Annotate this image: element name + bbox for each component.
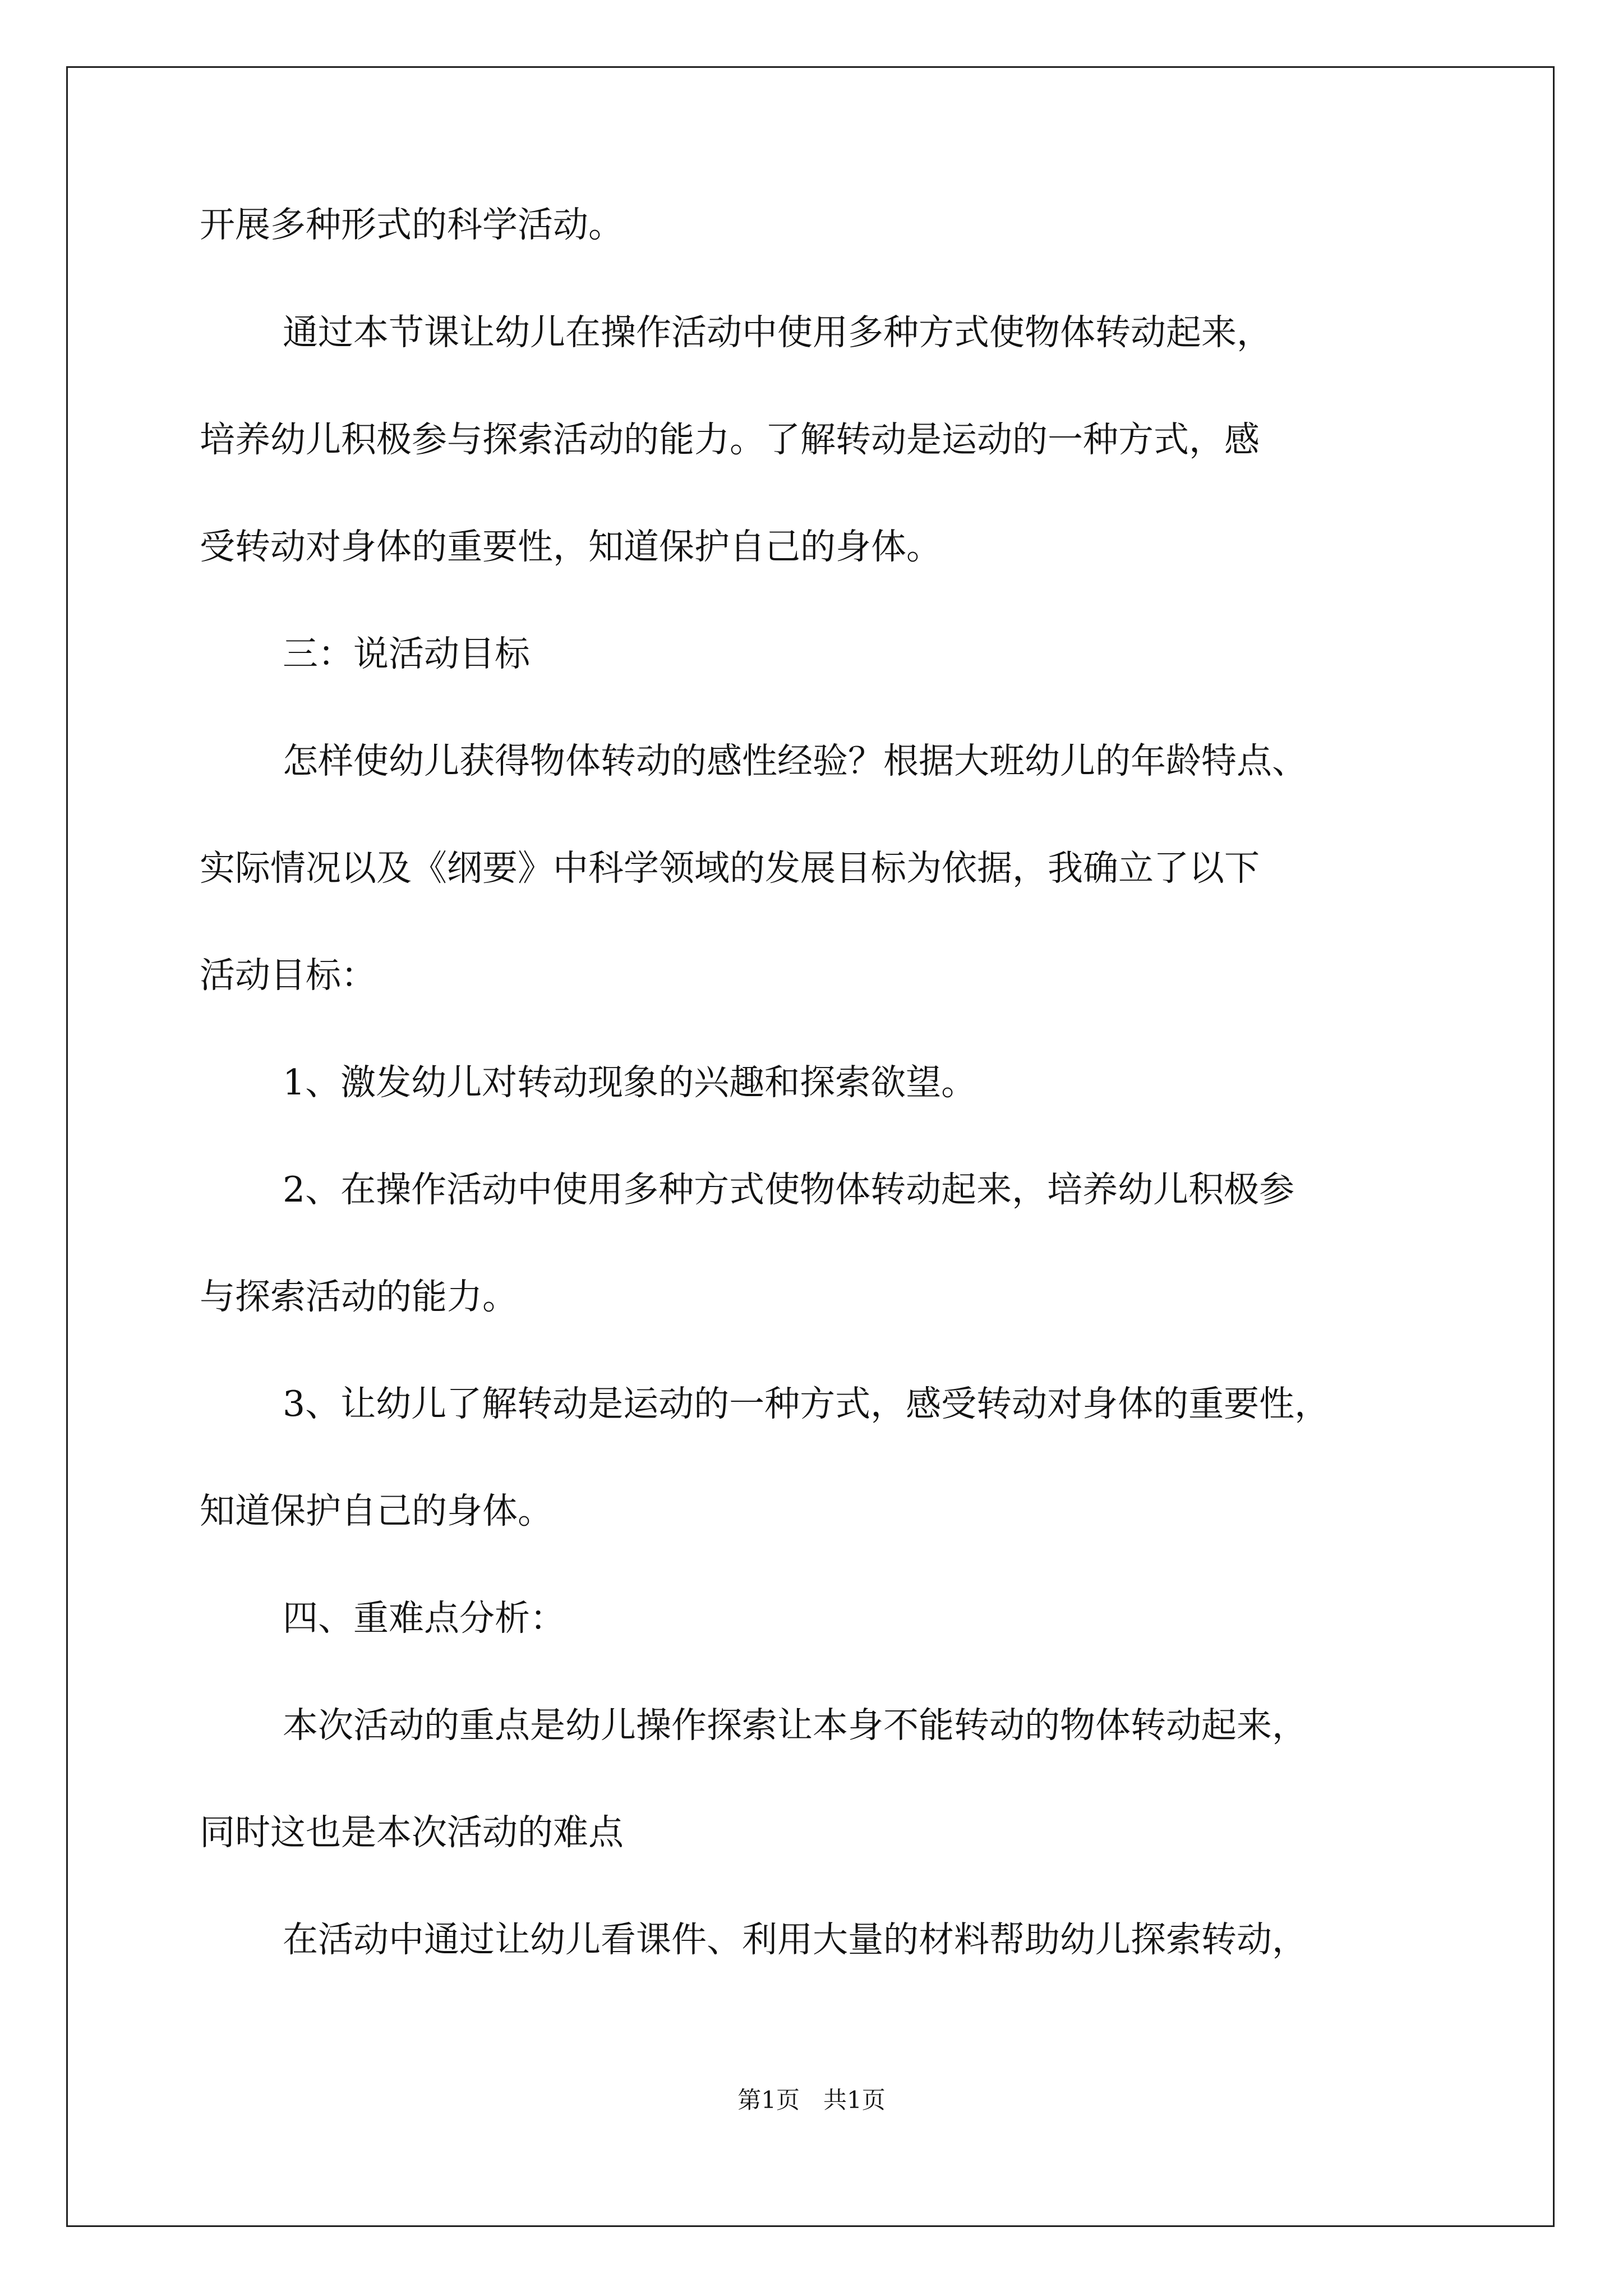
text-line-content: 同时这也是本次活动的难点 — [200, 1812, 624, 1853]
text-line-content: 2、在操作活动中使用多种方式使物体转动起来，培养幼儿积极参 — [283, 1169, 1295, 1210]
text-line — [0, 1272, 1623, 1322]
page-border — [66, 66, 1555, 2227]
text-line-content: 培养幼儿积极参与探索活动的能力。了解转动是运动的一种方式，感 — [200, 419, 1260, 460]
text-line — [0, 1807, 1623, 1858]
text-line-content: 3、让幼儿了解转动是运动的一种方式，感受转动对身体的重要性， — [283, 1383, 1330, 1424]
text-line-content: 通过本节课让幼儿在操作活动中使用多种方式使物体转动起来， — [283, 312, 1272, 353]
text-line — [0, 1486, 1623, 1536]
text-line — [0, 950, 1623, 1001]
text-line — [0, 415, 1623, 465]
text-line-content: 四、重难点分析： — [283, 1598, 565, 1639]
text-line-content: 实际情况以及《纲要》中科学领域的发展目标为依据，我确立了以下 — [200, 848, 1260, 889]
text-line-content: 开展多种形式的科学活动。 — [200, 204, 624, 245]
text-line-content: 三：说活动目标 — [283, 633, 530, 674]
text-line-content: 活动目标： — [200, 955, 376, 996]
text-line — [0, 1700, 1623, 1751]
text-line-content: 本次活动的重点是幼儿操作探索让本身不能转动的物体转动起来， — [283, 1705, 1307, 1746]
section-heading — [0, 1593, 1623, 1644]
text-line-content: 与探索活动的能力。 — [200, 1276, 518, 1317]
page-number-footer: 第1页 共1页 — [737, 2086, 886, 2114]
section-heading — [0, 629, 1623, 679]
text-line-content: 知道保护自己的身体。 — [200, 1490, 553, 1531]
text-line-content: 1、激发幼儿对转动现象的兴趣和探索欲望。 — [283, 1062, 977, 1103]
list-item — [0, 1379, 1623, 1429]
text-line-content: 在活动中通过让幼儿看课件、利用大量的材料帮助幼儿探索转动， — [283, 1919, 1307, 1960]
text-line — [0, 1915, 1623, 1965]
text-line-content: 受转动对身体的重要性，知道保护自己的身体。 — [200, 526, 942, 567]
text-line — [0, 843, 1623, 894]
text-line — [0, 736, 1623, 786]
list-item — [0, 1165, 1623, 1215]
text-line — [0, 522, 1623, 572]
text-line-content: 怎样使幼儿获得物体转动的感性经验？根据大班幼儿的年龄特点、 — [283, 740, 1307, 781]
text-line — [0, 200, 1623, 250]
text-line — [0, 307, 1623, 358]
list-item — [0, 1057, 1623, 1108]
